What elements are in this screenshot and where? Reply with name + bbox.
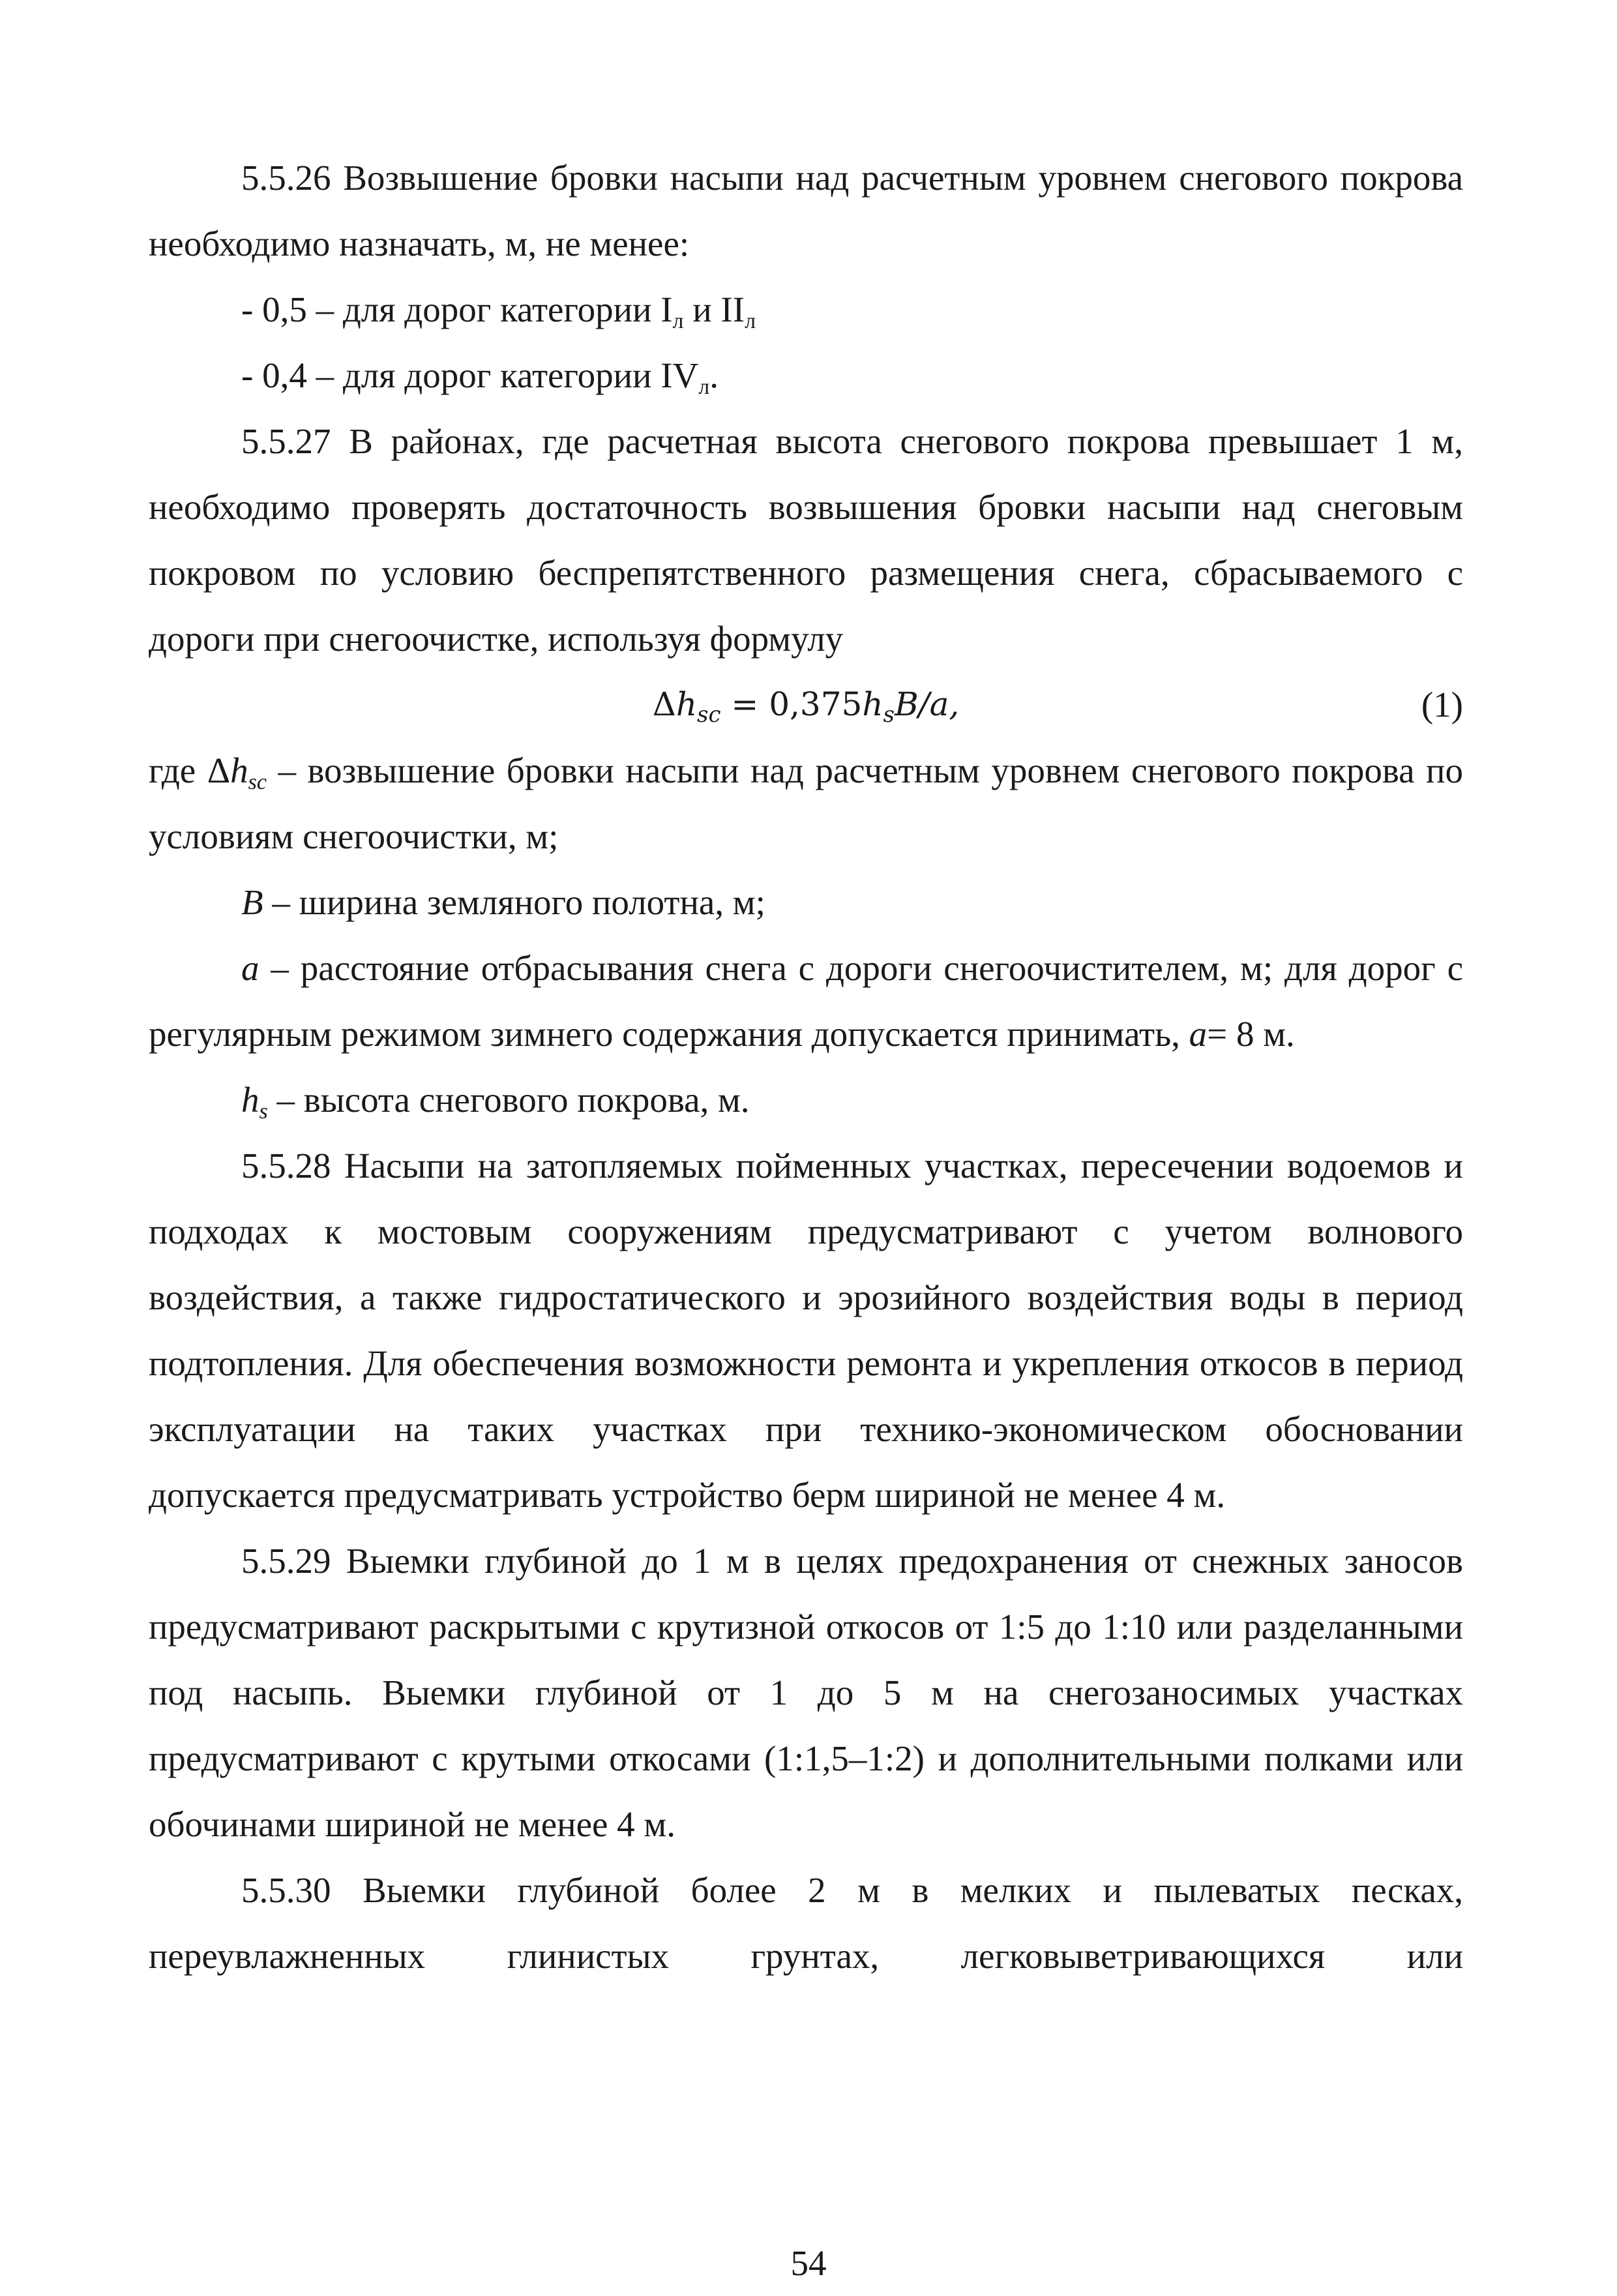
paragraph-5-5-30: 5.5.30 Выемки глубиной более 2 м в мелких и пылеватых песках, переувлажненных глинистых грунтах, легковыветривающихся или [149,1870,1463,1976]
formula-h: h [862,685,883,723]
definition-text: – расстояние отбрасывания снега с дороги снегоочистителем, м; для дорог с регулярным режимом зимнего содержания допускается принимать, [149,948,1463,1054]
formula-1 [149,672,1463,738]
subscript: л [698,375,710,399]
definition-text: = 8 м. [1207,1014,1295,1054]
page-number: 54 [790,2243,827,2283]
subscript: s [883,702,895,728]
symbol-h: h [241,1080,260,1120]
definition-text: – высота снегового покрова, м. [267,1080,750,1120]
formula-h: h [675,685,698,723]
list-item-0-4 [149,342,1463,408]
definition-b [149,869,1463,935]
paragraph-5-5-28: 5.5.28 Насыпи на затопляемых пойменных участках, пересечении водоемов и подходах к мостовым сооружениям предусматривают с учетом волнового воздействия, а также гидростатического и эрозийного воздействия воды в период подтопления. Для обеспечения возможности ремонта и укрепления откосов в период эксплуатации на таких участках при технико-экономическом обосновании допускается предусматривать устройство берм шириной не менее 4 м. [149,1146,1463,1515]
formula-rest: B/a, [895,685,960,723]
paragraph-5-5-27: 5.5.27 В районах, где расчетная высота снегового покрова превышает 1 м, необходимо проверять достаточность возвышения бровки насыпи над снеговым покровом по условию беспрепятственного размещения снега, сбрасываемого с дороги при снегоочистке, используя формулу [149,421,1463,659]
subscript: л [745,309,756,333]
list-item-text: - 0,4 – для дорог категории IV [241,355,699,395]
list-item-text: - 0,5 – для дорог категории I [241,290,673,329]
symbol-a: a [1189,1014,1208,1054]
list-item-text: . [709,355,719,395]
formula-expression [149,672,1463,738]
formula-delta: Δ [652,685,676,723]
where-text: – возвышение бровки насыпи над расчетным уровнем снегового покрова по условиям снегоочистки, м; [149,751,1463,856]
paragraph-5-5-29: 5.5.29 Выемки глубиной до 1 м в целях предохранения от снежных заносов предусматривают раскрытыми с крутизной откосов от 1:5 до 1:10 или разделанными под насыпь. Выемки глубиной от 1 до 5 м на снегозаносимых участках предусматривают с крутыми откосами (1:1,5–1:2) и дополнительными полками или обочинами шириной не менее 4 м. [149,1541,1463,1844]
subscript: л [672,309,684,333]
definition-hs [149,1067,1463,1133]
subscript: sc [248,770,267,794]
where-definition [149,738,1463,869]
symbol-h: h [230,751,248,790]
paragraph-5-5-26: 5.5.26 Возвышение бровки насыпи над расчетным уровнем снегового покрова необходимо назначать, м, не менее: [149,158,1463,263]
symbol-b: B [241,882,263,922]
subscript: s [259,1099,268,1124]
definition-a [149,935,1463,1067]
formula-equals: = 0,375 [720,685,863,723]
where-prefix: где Δ [149,751,231,790]
list-item-text: и II [683,290,745,329]
subscript: sc [697,702,721,728]
definition-text: – ширина земляного полотна, м; [263,882,765,922]
list-item-0-5 [149,276,1463,342]
formula-number: (1) [1421,685,1463,724]
symbol-a: a [241,948,260,988]
body-text [149,145,1463,1989]
